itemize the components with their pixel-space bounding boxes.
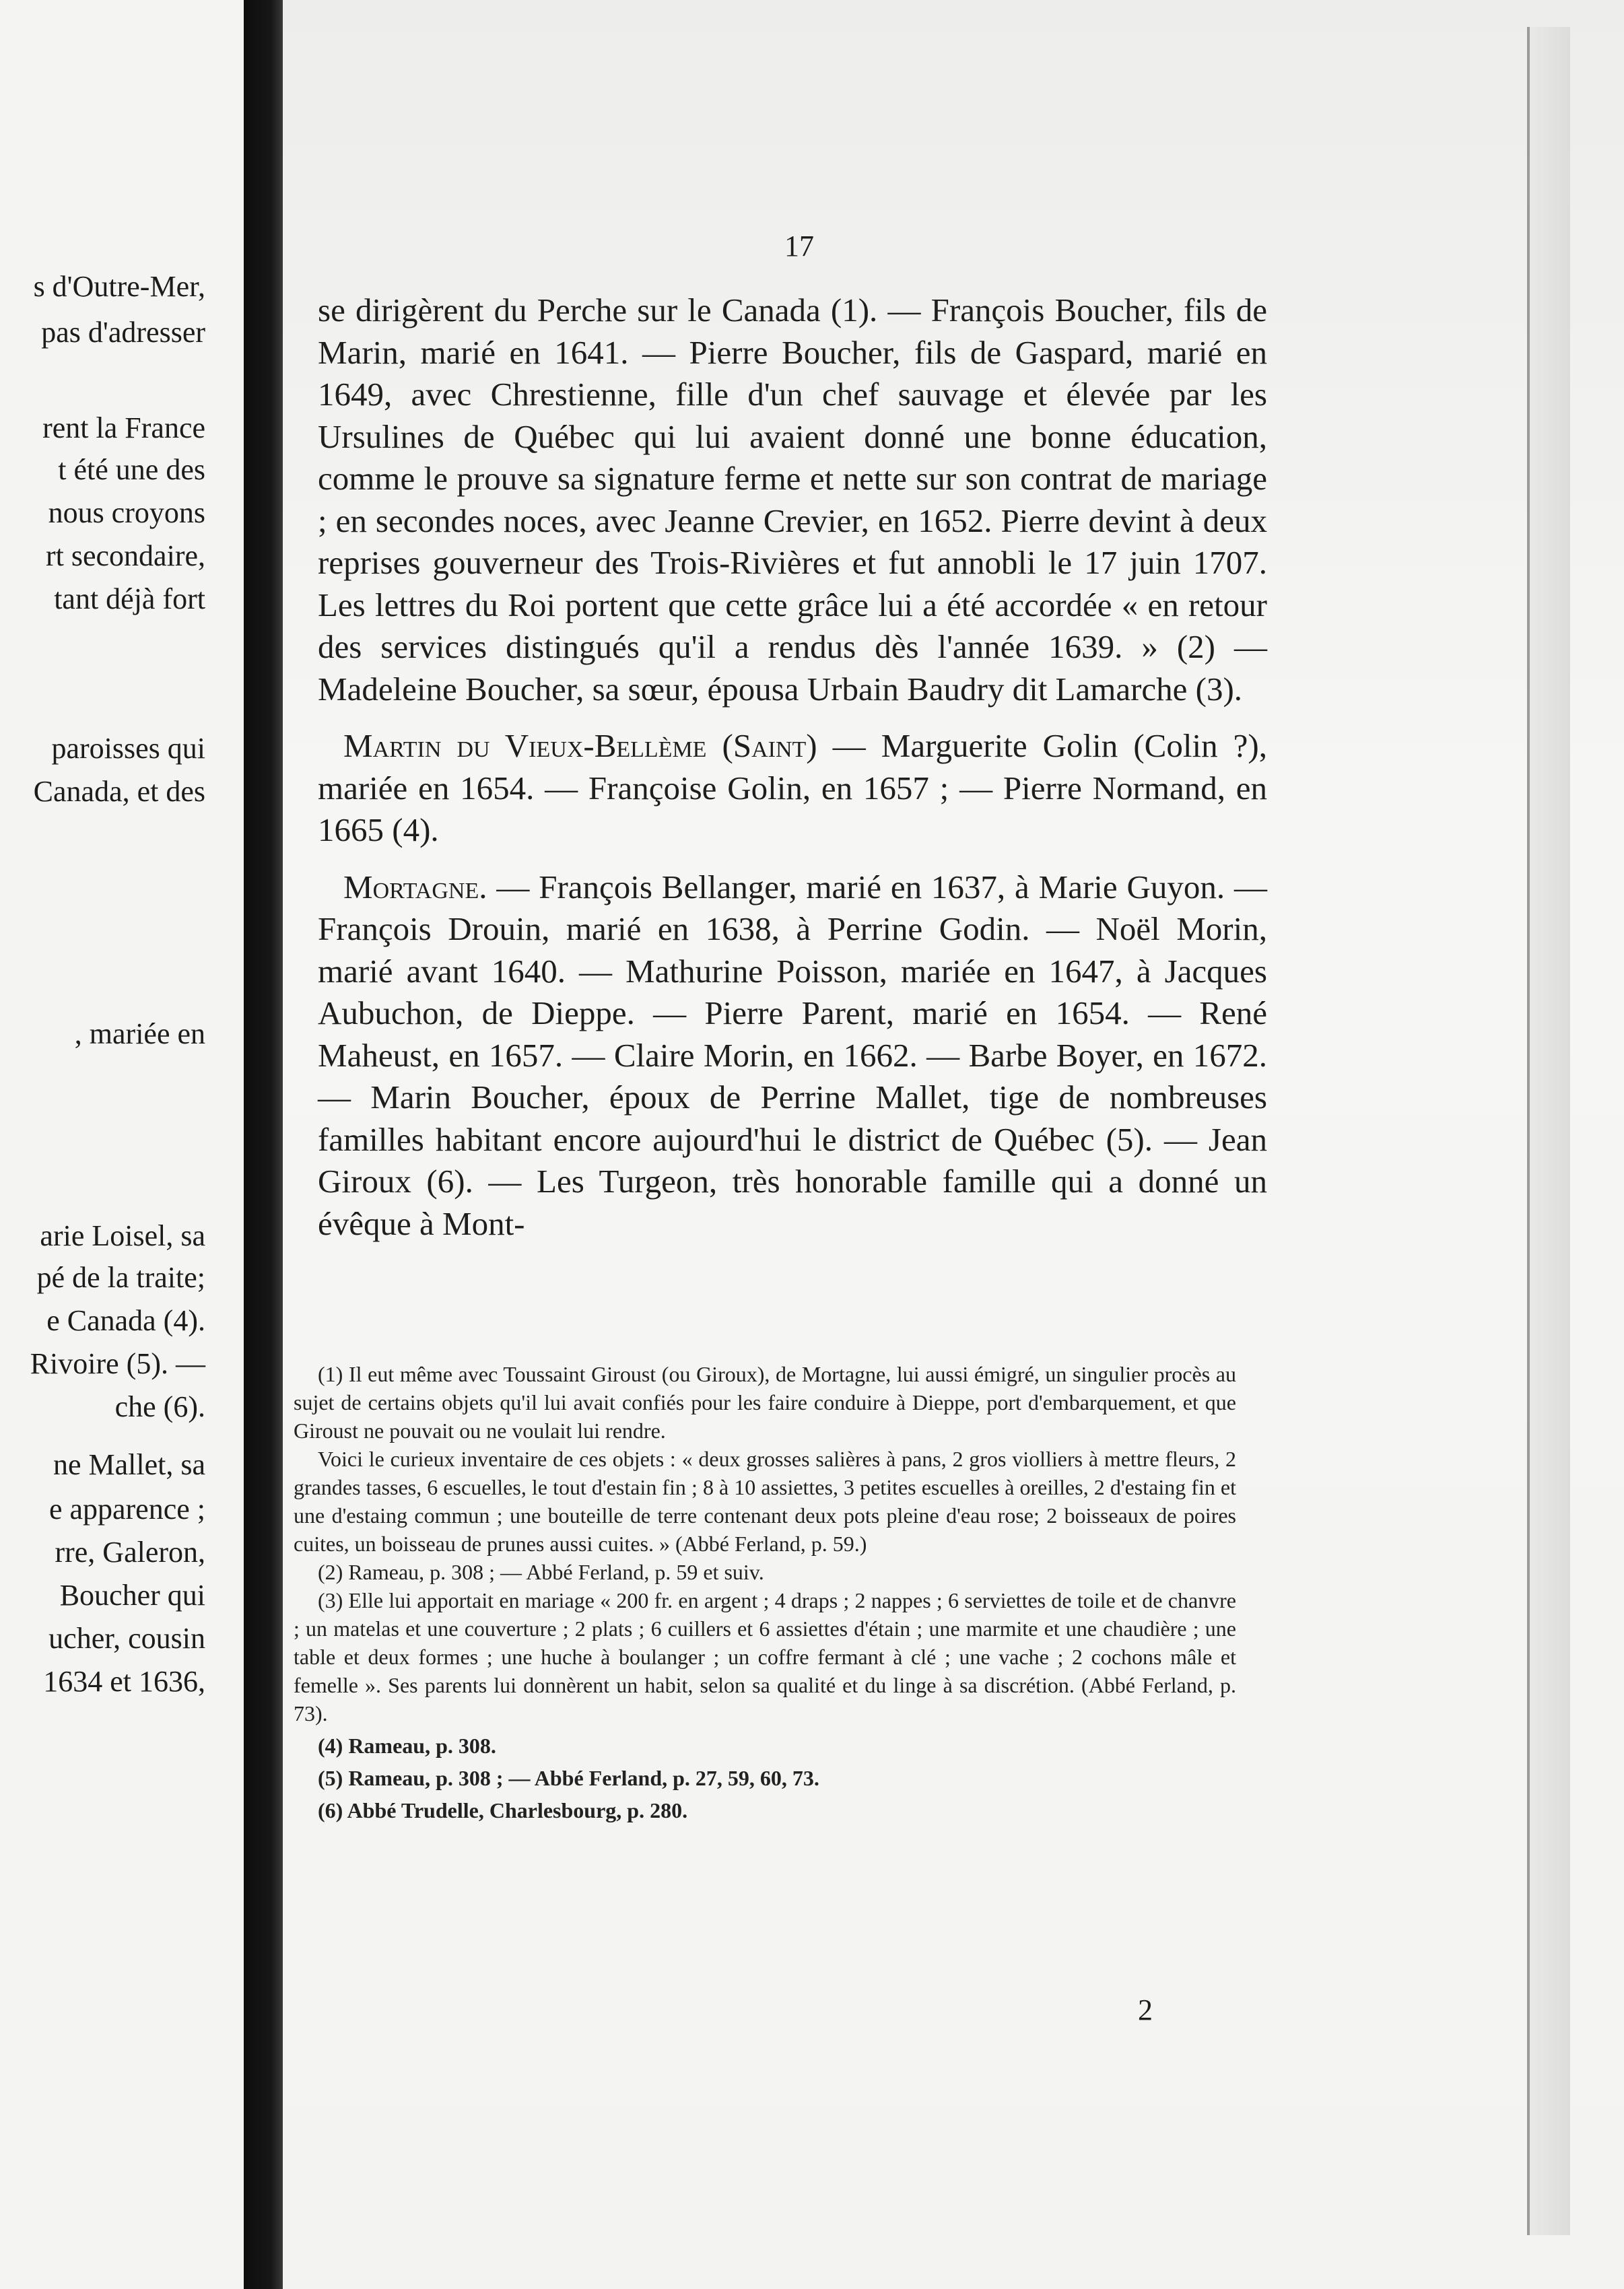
parish-heading: Mortagne. — [343, 868, 487, 906]
footnote-4: (4) Rameau, p. 308. — [318, 1734, 496, 1758]
left-line: t été une des — [58, 453, 205, 486]
left-line: 1634 et 1636, — [43, 1665, 205, 1698]
left-line: ucher, cousin — [48, 1622, 205, 1655]
paragraph-saint-martin — [318, 725, 1267, 852]
paragraph-text: — Marguerite Golin (Colin ?), mariée en 1654. — Françoise Golin, en 1657 ; — Pierre Normand, en 1665 (4). — [318, 727, 1267, 848]
left-line: e Canada (4). — [46, 1304, 205, 1337]
left-line: tant déjà fort — [54, 582, 205, 615]
left-line: rent la France — [42, 411, 205, 444]
footnote-5: (5) Rameau, p. 308 ; — Abbé Ferland, p. 27, 59, 60, 73. — [318, 1766, 819, 1790]
page-number: 17 — [784, 230, 814, 263]
left-line: rt secondaire, — [46, 539, 205, 572]
left-line: paroisses qui — [51, 732, 205, 765]
paragraph-text: — François Bellanger, marié en 1637, à Marie Guyon. — François Drouin, marié en 1638, à Perrine Godin. — Noël Morin, marié avant 1640. — Mathurine Poisson, mariée en 1647, à Jacques Aubuchon, de Dieppe. — Pierre Parent, marié en 1654. — René Maheust, en 1657. — Claire Morin, en 1662. — Barbe Boyer, en 1672. — Marin Boucher, époux de Perrine Mallet, tige de nombreuses familles habitant encore aujourd'hui le district de Québec (5). — Jean Giroux (6). — Les Turgeon, très honorable famille qui a donné un évêque à Mont- — [318, 868, 1267, 1242]
left-line: arie Loisel, sa — [40, 1219, 205, 1252]
left-line: nous croyons — [48, 496, 205, 529]
paragraph-mortagne — [318, 866, 1267, 1245]
left-line: rre, Galeron, — [55, 1536, 205, 1569]
left-line: ne Mallet, sa — [53, 1448, 205, 1481]
signature-mark: 2 — [1138, 1993, 1153, 2026]
footnote-1-continued: Voici le curieux inventaire de ces objets : « deux grosses salières à pans, 2 gros violliers à mettre fleurs, 2 grandes tasses, 6 escuelles, le tout d'estain fin ; 8 à 10 assiettes, 3 petites escuelles à oreilles, 2 d'estaing fin et une d'estaing commun ; une bouteille de terre contenant deux pots pleine d'eau rose; 2 boisseaux de poires cuites, un boisseau de prunes aussi cuites. » (Abbé Ferland, p. 59.) — [294, 1447, 1236, 1556]
page-edge — [1527, 27, 1570, 2235]
footnote-3: (3) Elle lui apportait en mariage « 200 fr. en argent ; 4 draps ; 2 nappes ; 6 serviettes de toile et de chanvre ; un matelas et une couverture ; 2 plats ; 6 cuillers et 6 assiettes d'étain ; une marmite et une chaudière ; une table et deux formes ; une huche à boulanger ; un coffre fermant à clé ; une vache ; 2 cochons mâle et femelle ». Ses parents lui donnèrent un habit, selon sa qualité et du linge à sa discrétion. (Abbé Ferland, p. 73). — [294, 1588, 1236, 1726]
footnote-6: (6) Abbé Trudelle, Charlesbourg, p. 280. — [318, 1798, 688, 1822]
footnote-2: (2) Rameau, p. 308 ; — Abbé Ferland, p. 59 et suiv. — [318, 1560, 764, 1584]
left-line: , mariée en — [74, 1017, 205, 1050]
left-line: s d'Outre-Mer, — [33, 270, 205, 303]
left-page-fragment — [0, 0, 244, 2289]
left-line: e apparence ; — [48, 1493, 205, 1526]
left-line: Rivoire (5). — — [30, 1347, 205, 1380]
parish-heading: Martin du Vieux-Bellème (Saint) — [343, 727, 817, 764]
body-text — [318, 289, 1267, 1245]
footnote-1: (1) Il eut même avec Toussaint Giroust (ou Giroux), de Mortagne, lui aussi émigré, un singulier procès au sujet de certains objets qu'il lui avait confiés pour les faire conduire à Dieppe, port d'embarquement, et que Giroust ne pouvait ou ne voulait lui rendre. — [294, 1362, 1236, 1443]
footnotes — [294, 1360, 1236, 1824]
left-line: Canada, et des — [33, 775, 205, 808]
left-line: pé de la traite; — [36, 1261, 205, 1294]
binding-gutter — [244, 0, 283, 2289]
paragraph-boucher: se dirigèrent du Perche sur le Canada (1). — François Boucher, fils de Marin, marié en 1641. — Pierre Boucher, fils de Gaspard, marié en 1649, avec Chrestienne, fille d'un chef sauvage et élevée par les Ursulines de Québec qui lui avaient donné une bonne éducation, comme le prouve sa signature ferme et nette sur son contrat de mariage ; en secondes noces, avec Jeanne Crevier, en 1652. Pierre devint à deux reprises gouverneur des Trois-Rivières et fut annobli le 17 juin 1707. Les lettres du Roi portent que cette grâce lui a été accordée « en retour des services distingués qu'il a rendus dès l'année 1639. » (2) — Madeleine Boucher, sa sœur, épousa Urbain Baudry dit Lamarche (3). — [318, 292, 1267, 708]
left-line: Boucher qui — [59, 1579, 205, 1612]
left-line: pas d'adresser — [41, 316, 205, 349]
left-line: che (6). — [114, 1390, 205, 1423]
